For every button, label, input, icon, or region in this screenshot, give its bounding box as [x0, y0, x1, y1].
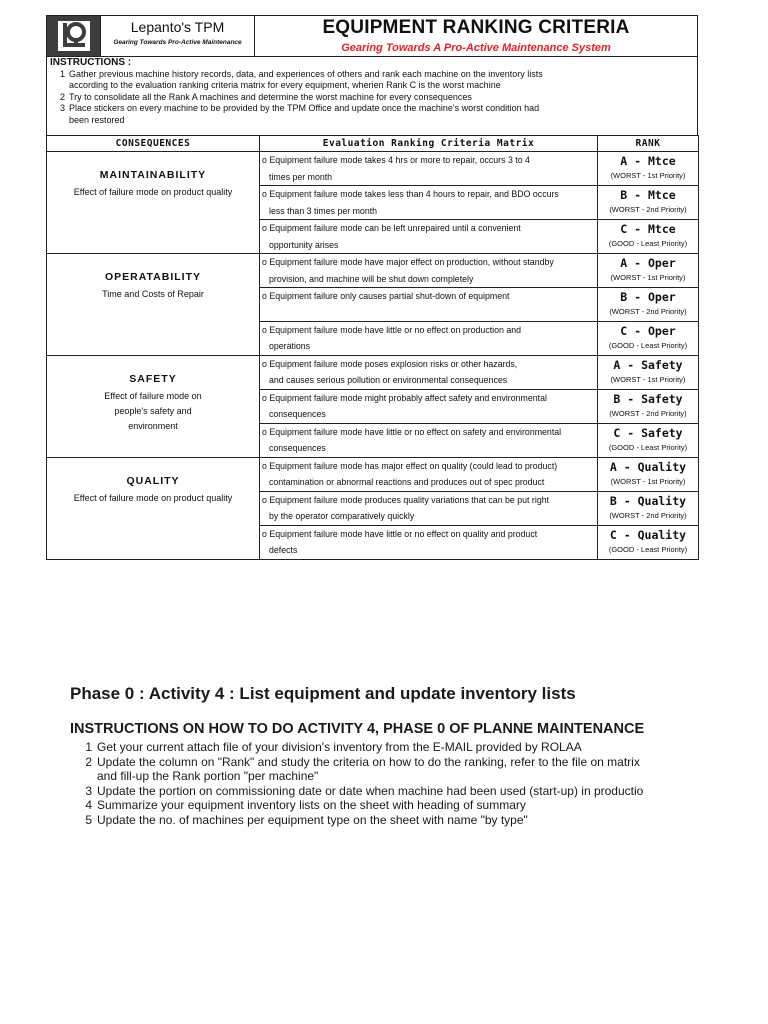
column-header-criteria: Evaluation Ranking Criteria Matrix: [260, 136, 598, 152]
consequence-title: QUALITY: [126, 474, 180, 487]
instructions-block: [46, 57, 698, 135]
step-number: 2: [85, 754, 92, 769]
criteria-cell: [260, 491, 598, 525]
step-text: Get your current attach file of your division's inventory from the E-MAIL provided by ROLAA: [97, 740, 582, 754]
rank-cell: [598, 220, 699, 254]
table-header-row: [47, 136, 699, 152]
rank-priority: (WORST - 2nd Priority): [609, 408, 687, 418]
step-number: 3: [85, 783, 92, 798]
list-item: [70, 784, 710, 799]
column-header-rank: RANK: [598, 136, 699, 152]
criteria-line: consequences: [269, 409, 326, 420]
rank-cell: [598, 186, 699, 220]
criteria-line: less than 3 times per month: [269, 205, 378, 216]
consequence-description: Effect of failure mode on product quality: [73, 492, 233, 503]
criteria-line: o Equipment failure mode poses explosion risks or other hazards,: [262, 358, 518, 369]
phase-steps-list: [70, 740, 710, 827]
criteria-cell: [260, 288, 598, 322]
instruction-text: Gather previous machine history records, data, and experiences of others and rank each machine on the inventory lists: [69, 68, 543, 79]
instruction-number: 3: [59, 103, 65, 113]
rank-label: C - Quality: [609, 527, 687, 542]
criteria-cell: [260, 355, 598, 389]
criteria-line: o Equipment failure mode have little or no effect on safety and environmental: [262, 426, 562, 437]
step-number: 1: [85, 740, 92, 754]
criteria-cell: [260, 389, 598, 423]
criteria-line: provision, and machine will be shut down completely: [269, 273, 474, 284]
instruction-item: [50, 92, 697, 104]
rank-cell: [598, 491, 699, 525]
instruction-text: been restored: [69, 114, 125, 125]
instruction-item: [50, 69, 697, 92]
rank-cell: [598, 152, 699, 186]
consequence-operatability: [47, 254, 260, 356]
consequence-title: MAINTAINABILITY: [99, 169, 207, 181]
consequence-description: Effect of failure mode on people's safety and environment: [104, 390, 202, 431]
phase-subtitle: INSTRUCTIONS ON HOW TO DO ACTIVITY 4, PHASE 0 OF PLANNE MAINTENANCE: [70, 721, 645, 737]
rank-label: A - Safety: [613, 357, 683, 372]
step-text: Update the portion on commissioning date or date when machine had been used (start-up) in productio: [97, 783, 644, 798]
criteria-line: o Equipment failure mode have little or no effect on quality and product: [262, 528, 538, 539]
instruction-text: Try to consolidate all the Rank A machines and determine the worst machine for every consequences: [69, 91, 472, 102]
criteria-line: o Equipment failure mode have little or no effect on production and: [262, 324, 522, 335]
consequence-title: OPERATABILITY: [104, 271, 202, 283]
criteria-cell: [260, 186, 598, 220]
step-number: 5: [85, 812, 92, 827]
criteria-line: contamination or abnormal reactions and produces out of spec product: [269, 477, 545, 488]
consequence-title: SAFETY: [129, 372, 177, 385]
rank-label: B - Quality: [609, 493, 687, 508]
rank-label: C - Oper: [620, 323, 676, 338]
criteria-cell: [260, 321, 598, 355]
rank-cell: [598, 457, 699, 491]
criteria-cell: [260, 152, 598, 186]
rank-label: B - Safety: [613, 391, 683, 406]
lepanto-logo-icon: [54, 17, 94, 55]
criteria-line: o Equipment failure mode have major effect on production, without standby: [262, 257, 554, 267]
rank-priority: (WORST - 1st Priority): [610, 374, 686, 384]
rank-priority: (GOOD - Least Priority): [608, 544, 688, 554]
rank-cell: [598, 355, 699, 389]
brand-block: [101, 16, 255, 56]
table-row: [47, 254, 699, 288]
instruction-text: Place stickers on every machine to be provided by the TPM Office and update once the machine's worst condition had: [69, 103, 540, 113]
rank-label: A - Oper: [620, 256, 676, 270]
rank-priority: (WORST - 1st Priority): [610, 476, 686, 486]
criteria-line: times per month: [269, 171, 333, 182]
criteria-line: and causes serious pollution or environmental consequences: [269, 375, 508, 386]
criteria-cell: [260, 254, 598, 288]
table-row: [47, 355, 699, 389]
rank-cell: [598, 288, 699, 322]
criteria-line: o Equipment failure mode has major effect on quality (could lead to product): [262, 460, 558, 471]
rank-priority: (WORST - 2nd Priority): [609, 510, 687, 520]
ranking-matrix-table: [46, 135, 699, 560]
instruction-text: according to the evaluation ranking criteria matrix for every equipment, wherien Rank C is the worst machine: [69, 80, 501, 90]
step-text: and fill-up the Rank portion "per machine": [97, 769, 319, 783]
instruction-item: [50, 103, 697, 126]
rank-cell: [598, 525, 699, 559]
rank-cell: [598, 423, 699, 457]
criteria-line: by the operator comparatively quickly: [269, 511, 415, 522]
rank-priority: (GOOD - Least Priority): [608, 340, 688, 350]
rank-label: C - Mtce: [620, 222, 676, 236]
column-header-consequences: CONSEQUENCES: [47, 136, 260, 152]
rank-label: C - Safety: [613, 425, 683, 440]
criteria-line: o Equipment failure mode can be left unrepaired until a convenient: [262, 223, 521, 233]
consequence-description: Time and Costs of Repair: [102, 289, 204, 299]
step-text: Update the column on "Rank" and study the criteria on how to do the ranking, refer to the file on matrix: [97, 754, 640, 769]
instruction-number: 1: [59, 68, 65, 79]
criteria-line: o Equipment failure mode might probably affect safety and environmental: [262, 392, 547, 403]
table-row: [47, 152, 699, 186]
rank-priority: (WORST - 1st Priority): [610, 273, 686, 282]
consequence-maintainability: [47, 152, 260, 254]
criteria-cell: [260, 457, 598, 491]
rank-label: A - Mtce: [620, 154, 676, 168]
criteria-cell: [260, 423, 598, 457]
criteria-line: opportunity arises: [269, 239, 339, 250]
title-block: [255, 16, 697, 56]
consequence-description: Effect of failure mode on product quality: [73, 187, 233, 197]
document-header: [46, 15, 698, 57]
rank-cell: [598, 254, 699, 288]
criteria-line: o Equipment failure mode takes less than 4 hours to repair, and BDO occurs: [262, 189, 559, 199]
criteria-line: consequences: [269, 443, 326, 454]
instruction-number: 2: [59, 91, 65, 102]
criteria-line: defects: [269, 545, 298, 556]
table-row: [47, 457, 699, 491]
rank-priority: (GOOD - Least Priority): [608, 239, 688, 248]
step-text: Update the no. of machines per equipment type on the sheet with name "by type": [97, 812, 528, 827]
lepanto-logo: [47, 16, 101, 56]
rank-label: A - Quality: [609, 459, 687, 474]
consequence-safety: [47, 355, 260, 457]
page-title: EQUIPMENT RANKING CRITERIA: [322, 17, 630, 38]
criteria-line: operations: [269, 341, 311, 352]
rank-label: B - Mtce: [620, 188, 676, 202]
page-subtitle: Gearing Towards A Pro-Active Maintenance System: [341, 42, 611, 54]
rank-label: B - Oper: [620, 290, 676, 304]
step-number: 4: [85, 798, 92, 812]
rank-cell: [598, 389, 699, 423]
criteria-line: o Equipment failure mode produces quality variations that can be put right: [262, 494, 550, 505]
list-item: [70, 798, 710, 813]
rank-priority: (WORST - 2nd Priority): [609, 205, 687, 214]
instructions-heading: INSTRUCTIONS :: [50, 57, 132, 68]
consequence-quality: [47, 457, 260, 559]
criteria-line: o Equipment failure only causes partial shut-down of equipment: [262, 291, 510, 301]
rank-priority: (WORST - 2nd Priority): [609, 307, 687, 316]
rank-priority: (GOOD - Least Priority): [608, 442, 688, 452]
list-item: [70, 813, 710, 828]
step-text: Summarize your equipment inventory lists on the sheet with heading of summary: [97, 798, 526, 812]
list-item: [70, 755, 710, 784]
phase-title: Phase 0 : Activity 4 : List equipment and update inventory lists: [70, 684, 576, 703]
rank-priority: (WORST - 1st Priority): [610, 171, 686, 180]
criteria-cell: [260, 220, 598, 254]
brand-name: Lepanto's TPM: [130, 19, 225, 35]
criteria-cell: [260, 525, 598, 559]
list-item: [70, 740, 710, 755]
rank-cell: [598, 321, 699, 355]
brand-tagline: Gearing Towards Pro-Active Maintenance: [113, 39, 242, 46]
criteria-line: o Equipment failure mode takes 4 hrs or more to repair, occurs 3 to 4: [262, 155, 530, 165]
